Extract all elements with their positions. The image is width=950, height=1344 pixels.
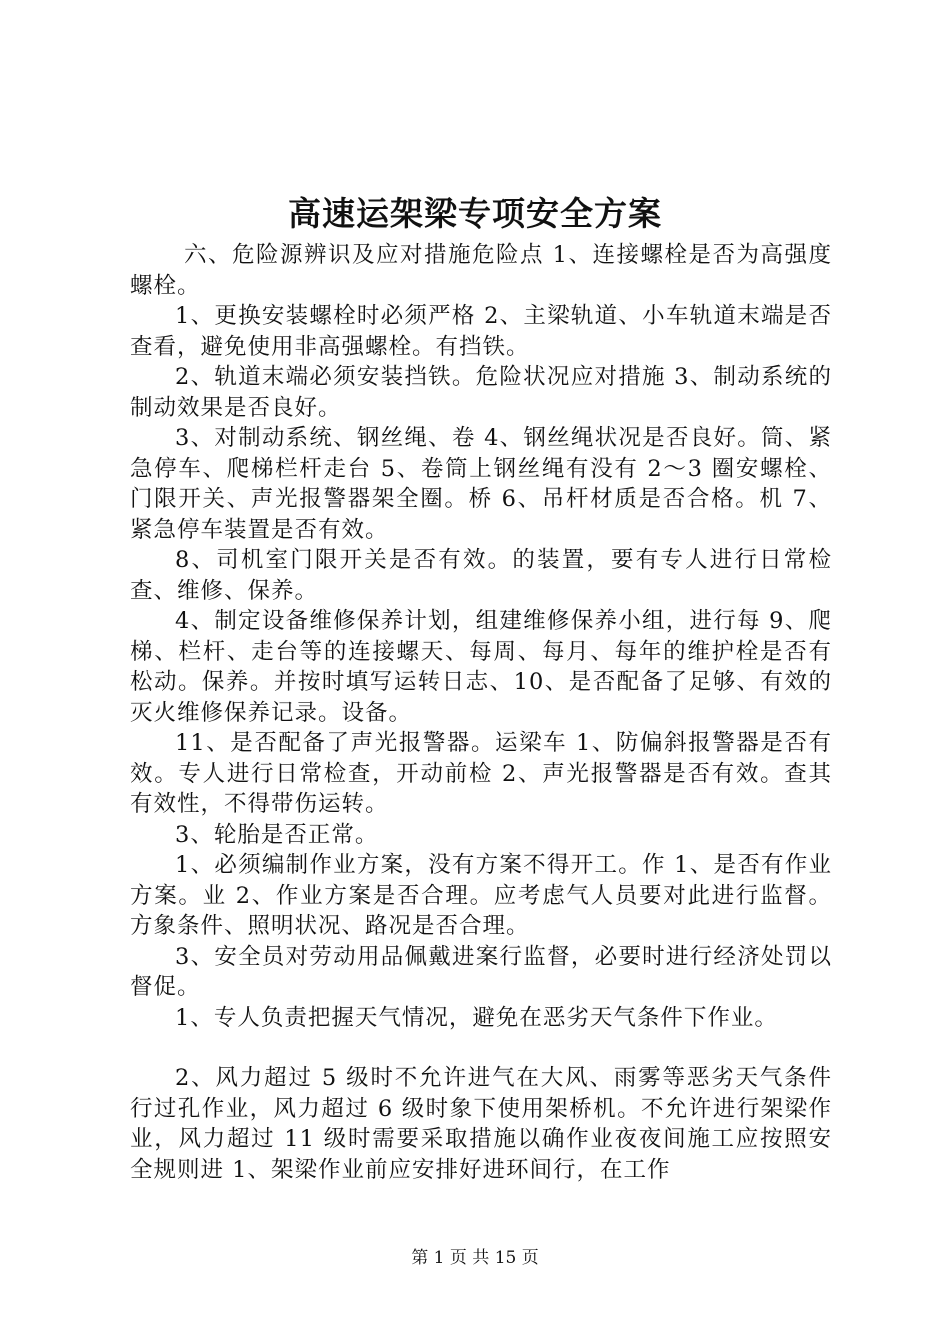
paragraph: 11、是否配备了声光报警器。运梁车 1、防偏斜报警器是否有效。专人进行日常检查，开动前检 2、声光报警器是否有效。查其有效性，不得带伤运转。 — [130, 730, 832, 817]
paragraph: 2、轨道末端必须安装挡铁。危险状况应对措施 3、制动系统的制动效果是否良好。 — [130, 364, 832, 421]
paragraph: 2、风力超过 5 级时不允许进气在大风、雨雾等恶劣天气条件行过孔作业，风力超过 6 级时象下使用架桥机。不允许进行架梁作业，风力超过 11 级时需要采取措施以确作业夜夜间施工应按照安全规则进 1、架梁作业前应安排好进环间行，在工作 — [130, 1065, 832, 1183]
paragraph: 3、对制动系统、钢丝绳、卷 4、钢丝绳状况是否良好。筒、紧急停车、爬梯栏杆走台 5、卷筒上钢丝绳有没有 2～3 圈安螺栓、门限开关、声光报警器架全圈。桥 6、吊杆材质是否合格。机 7、紧急停车装置是否有效。 — [130, 425, 832, 543]
paragraph: 3、轮胎是否正常。 — [175, 821, 379, 848]
paragraph: 4、制定设备维修保养计划，组建维修保养小组，进行每 9、爬梯、栏杆、走台等的连接螺天、每周、每月、每年的维护栓是否有松动。保养。并按时填写运转日志、10、是否配备了足够、有效的灭火维修保养记录。设备。 — [130, 608, 832, 726]
page-number-footer: 第 1 页 共 15 页 — [411, 1248, 539, 1268]
paragraph: 3、安全员对劳动用品佩戴进案行监督，必要时进行经济处罚以督促。 — [130, 943, 832, 1000]
paragraph: 1、必须编制作业方案，没有方案不得开工。作 1、是否有作业方案。业 2、作业方案是否合理。应考虑气人员要对此进行监督。方象条件、照明状况、路况是否合理。 — [130, 852, 832, 939]
paragraph: 六、危险源辨识及应对措施危险点 1、连接螺栓是否为高强度螺栓。 — [130, 242, 832, 299]
document-body — [130, 240, 832, 1185]
paragraph: 8、司机室门限开关是否有效。的装置，要有专人进行日常检查、维修、保养。 — [130, 547, 832, 604]
paragraph-spacer — [130, 1033, 832, 1063]
document-title: 高速运架梁专项安全方案 — [288, 194, 662, 233]
paragraph: 1、更换安装螺栓时必须严格 2、主梁轨道、小车轨道末端是否查看，避免使用非高强螺栓。有挡铁。 — [130, 303, 832, 360]
paragraph: 1、专人负责把握天气情况，避免在恶劣天气条件下作业。 — [175, 1004, 778, 1031]
